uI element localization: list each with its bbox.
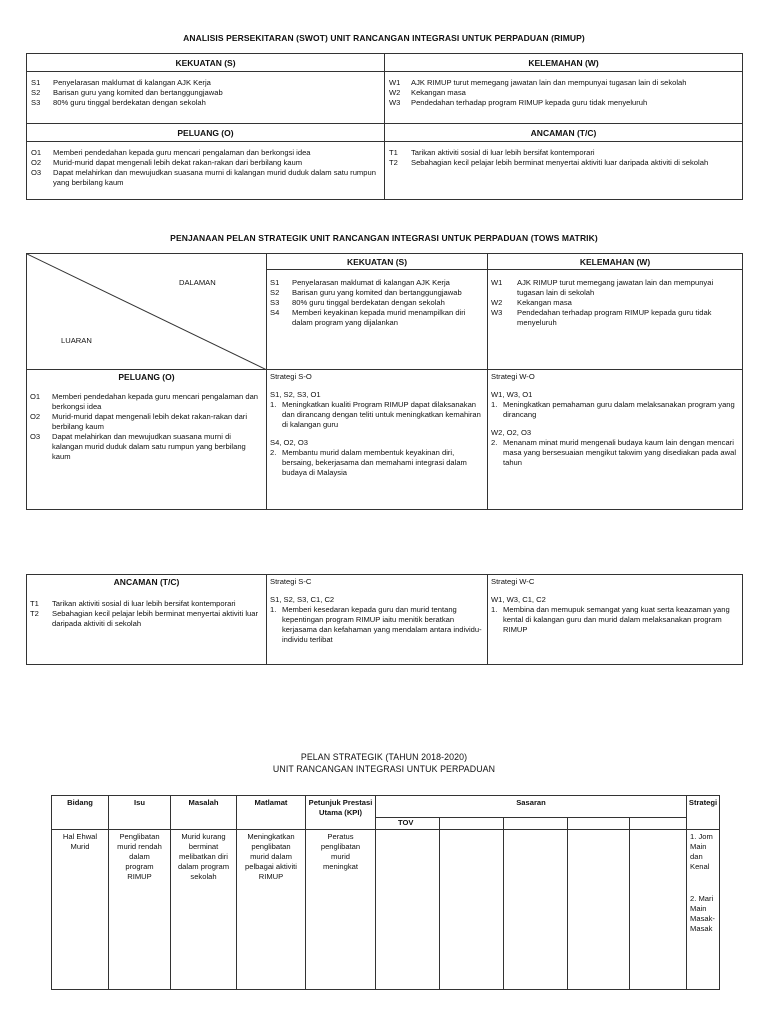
strategy-label: Strategi W-C <box>491 577 535 586</box>
tows-sc-cell <box>267 575 488 665</box>
swot-ancaman-header: ANCAMAN (T/C) <box>385 124 743 142</box>
list-item: S3 80% guru tinggal berdekatan dengan sekolah <box>270 298 445 307</box>
list-item: W1 AJK RIMUP turut memegang jawatan lain dan mempunyai tugasan lain di sekolah <box>491 278 714 297</box>
strategy-item: 1. Meningkatkan pemahaman guru dalam melaksanakan program yang dirancang <box>491 400 735 419</box>
tows-title: PENJANAAN PELAN STRATEGIK UNIT RANCANGAN INTEGRASI UNTUK PERPADUAN (TOWS MATRIK) <box>170 233 598 243</box>
tows-ancaman-header: ANCAMAN (T/C) <box>113 577 180 587</box>
cell-sasaran-3 <box>568 830 630 990</box>
header-tov: TOV <box>376 818 440 830</box>
tows-corner-cell <box>27 254 267 370</box>
tows-table-top <box>26 253 743 510</box>
plan-title-line-2: UNIT RANCANGAN INTEGRASI UNTUK PERPADUAN <box>272 764 496 774</box>
strategy-codes: W2, O2, O3 <box>491 428 532 437</box>
plan-title-line-1: PELAN STRATEGIK (TAHUN 2018-2020) <box>300 752 468 762</box>
list-item: O2 Murid-murid dapat mengenali lebih dekat rakan-rakan dari berbilang kaum <box>30 412 248 431</box>
swot-ancaman-list <box>385 142 743 200</box>
header-kpi: Petunjuk Prestasi Utama (KPI) <box>306 796 376 830</box>
tows-kekuatan-list <box>267 270 488 370</box>
tows-wc-cell <box>488 575 743 665</box>
swot-table <box>26 53 743 200</box>
list-item: W2 Kekangan masa <box>491 298 572 307</box>
strategy-item: 1. Memberi kesedaran kepada guru dan murid tentang kepentingan program RIMUP iaitu menitik beratkan kerjasama dan kefahaman yang mendalam antara individu-individu terlibat <box>270 605 482 644</box>
strategi-item-1: 1. Jom Main dan Kenal <box>690 832 713 871</box>
header-masalah: Masalah <box>171 796 237 830</box>
strategi-item-2: 2. Mari Main Masak-Masak <box>690 894 715 933</box>
list-item: O2 Murid-murid dapat mengenali lebih dekat rakan-rakan dari berbilang kaum <box>31 158 303 167</box>
list-item: W3 Pendedahan terhadap program RIMUP kepada guru tidak menyeluruh <box>491 308 712 327</box>
list-item: O3 Dapat melahirkan dan mewujudkan suasana murni di kalangan murid duduk dalam satu rumpun yang berbilang kaum <box>30 432 246 461</box>
header-bidang: Bidang <box>52 796 109 830</box>
list-item: O1 Memberi pendedahan kepada guru mencari pengalaman dan berkongsi idea <box>31 148 311 157</box>
cell-sasaran-2 <box>504 830 568 990</box>
list-item: S4 Memberi keyakinan kepada murid menampilkan diri dalam program yang dijalankan <box>270 308 466 327</box>
list-item: S2 Barisan guru yang komited dan bertanggungjawab <box>270 288 462 297</box>
list-item: S3 80% guru tinggal berdekatan dengan sekolah <box>31 98 206 107</box>
tows-ancaman-cell <box>27 575 267 665</box>
sasaran-col-4 <box>630 818 687 830</box>
strategy-label: Strategi S-C <box>270 577 312 586</box>
sasaran-col-3 <box>568 818 630 830</box>
cell-isu: Penglibatan murid rendah dalam program RIMUP <box>109 830 171 990</box>
tows-kelemahan-header: KELEMAHAN (W) <box>488 254 743 270</box>
tows-so-cell <box>267 370 488 510</box>
strategy-label: Strategi S-O <box>270 372 312 381</box>
swot-kekuatan-header: KEKUATAN (S) <box>27 54 385 72</box>
swot-peluang-header: PELUANG (O) <box>27 124 385 142</box>
list-item: T1 Tarikan aktiviti sosial di luar lebih bersifat kontemporari <box>389 148 595 157</box>
strategy-item: 2. Menanam minat murid mengenali budaya kaum lain dengan mencari masa yang bersesuaian mengikut takwim yang disediakan pada awal tahun <box>491 438 737 467</box>
luaran-label: LUARAN <box>61 336 92 345</box>
header-matlamat: Matlamat <box>237 796 306 830</box>
tows-wo-cell <box>488 370 743 510</box>
list-item: O3 Dapat melahirkan dan mewujudkan suasana murni di kalangan murid duduk dalam satu rumpun yang berbilang kaum <box>31 168 376 187</box>
cell-strategi <box>687 830 720 990</box>
swot-title: ANALISIS PERSEKITARAN (SWOT) UNIT RANCANGAN INTEGRASI UNTUK PERPADUAN (RIMUP) <box>183 33 585 43</box>
strategy-codes: S1, S2, S3, O1 <box>270 390 321 399</box>
list-item: W1 AJK RIMUP turut memegang jawatan lain dan mempunyai tugasan lain di sekolah <box>389 78 687 87</box>
swot-kelemahan-header: KELEMAHAN (W) <box>385 54 743 72</box>
strategy-item: 1. Membina dan memupuk semangat yang kuat serta keazaman yang kental di kalangan guru dan murid dalam melaksanakan program RIMUP <box>491 605 730 634</box>
tows-table-bottom <box>26 574 743 665</box>
plan-table <box>51 795 720 990</box>
swot-kelemahan-list <box>385 72 743 124</box>
list-item: W2 Kekangan masa <box>389 88 466 97</box>
header-sasaran: Sasaran <box>376 796 687 818</box>
strategy-item: 1. Meningkatkan kualiti Program RIMUP dapat dilaksanakan dan dirancang dengan teliti untuk meningkatkan kemahiran di kalangan guru <box>270 400 481 429</box>
cell-tov <box>376 830 440 990</box>
list-item: W3 Pendedahan terhadap program RIMUP kepada guru tidak menyeluruh <box>389 98 648 107</box>
list-item: S1 Penyelarasan maklumat di kalangan AJK Kerja <box>31 78 211 87</box>
list-item: S2 Barisan guru yang komited dan bertanggungjawab <box>31 88 223 97</box>
list-item: T2 Sebahagian kecil pelajar lebih berminat menyertai aktiviti luar daripada aktiviti di sekolah <box>30 609 258 628</box>
strategy-item: 2. Membantu murid dalam membentuk keyakinan diri, bersaing, bekerjasama dan memahami integrasi dalam budaya di Malaysia <box>270 448 467 477</box>
dalaman-label: DALAMAN <box>179 278 216 287</box>
list-item: T1 Tarikan aktiviti sosial di luar lebih bersifat kontemporari <box>30 599 236 608</box>
tows-kekuatan-header: KEKUATAN (S) <box>267 254 488 270</box>
tows-peluang-header: PELUANG (O) <box>118 372 175 382</box>
tows-peluang-cell <box>27 370 267 510</box>
swot-kekuatan-list <box>27 72 385 124</box>
diagonal-divider <box>27 254 267 370</box>
cell-masalah: Murid kurang berminat melibatkan diri dalam program sekolah <box>171 830 237 990</box>
sasaran-col-2 <box>504 818 568 830</box>
strategy-codes: S1, S2, S3, C1, C2 <box>270 595 335 604</box>
sasaran-col-1 <box>440 818 504 830</box>
strategy-codes: W1, W3, O1 <box>491 390 533 399</box>
tows-kelemahan-list <box>488 270 743 370</box>
cell-sasaran-1 <box>440 830 504 990</box>
list-item: O1 Memberi pendedahan kepada guru mencari pengalaman dan berkongsi idea <box>30 392 259 411</box>
swot-peluang-list <box>27 142 385 200</box>
header-strategi: Strategi <box>687 796 720 830</box>
cell-matlamat: Meningkatkan penglibatan murid dalam pelbagai aktiviti RIMUP <box>237 830 306 990</box>
header-isu: Isu <box>109 796 171 830</box>
cell-kpi: Peratus penglibatan murid meningkat <box>306 830 376 990</box>
strategy-label: Strategi W-O <box>491 372 535 381</box>
strategy-codes: W1, W3, C1, C2 <box>491 595 546 604</box>
strategy-codes: S4, O2, O3 <box>270 438 308 447</box>
cell-sasaran-4 <box>630 830 687 990</box>
list-item: T2 Sebahagian kecil pelajar lebih berminat menyertai aktiviti luar daripada aktiviti di sekolah <box>389 158 709 167</box>
cell-bidang: Hal Ehwal Murid <box>52 830 109 990</box>
list-item: S1 Penyelarasan maklumat di kalangan AJK Kerja <box>270 278 450 287</box>
